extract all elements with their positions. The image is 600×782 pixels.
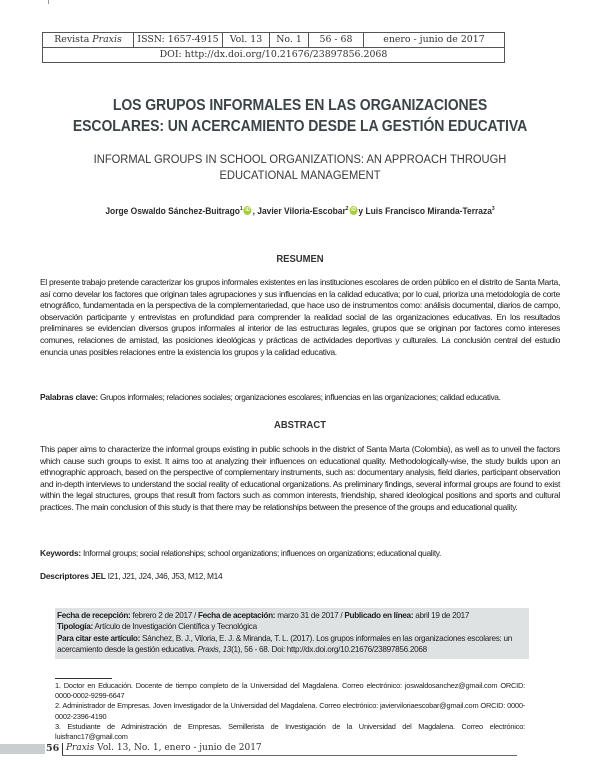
jel-descriptors: Descriptores JEL I21, J21, J24, J46, J53, M12, M14 — [40, 571, 223, 581]
doi-cell[interactable]: DOI: http://dx.doi.org/10.21676/23897856.2068 — [43, 48, 505, 63]
resumen-text: El presente trabajo pretende caracterizar los grupos informales existentes en las instituciones escolares de orden público en el distrito de Santa Marta, así como develar los factores que originan tales agrupaciones y sus influencias en la calidad educativa; por lo cual, prioriza una metodología de corte etnográfico, fundamentada en la perspectiva de la complementariedad, que hace uso de instrumentos como: análisis documental, diarios de campo, observación participante y entrevistas en profundidad para comprender la realidad social de las organizaciones educativas. En los resultados preliminares se evidencian diversos grupos informales al interior de las estructuras legales, grupos que se originan por factores como intereses comunes, relaciones de amistad, las posiciones ideológicas y prácticas de actividades deportivas y culturales. La conclusión central del estudio enuncia unas posibles relaciones entre la existencia los grupos y la calidad educativa. — [40, 277, 560, 357]
volume-cell: Vol. 13 — [223, 33, 270, 48]
article-subtitle-english: INFORMAL GROUPS IN SCHOOL ORGANIZATIONS: AN APPROACH THROUGH EDUCATIONAL MANAGEMENT — [93, 152, 507, 182]
orcid-icon[interactable]: iD — [245, 207, 250, 213]
page-mark — [48, 0, 49, 4]
footnote: 3. Estudiante de Administración de Empresas. Semillerista de Investigación de la Universidad del Magdalena. Correo electrónico: luisfranc17@gmail.com — [55, 721, 525, 742]
abstract-text: This paper aims to characterize the informal groups existing in public schools in the district of Santa Marta (Colombia), as well as to unveil the factors which cause such groups to exist. It aims too at analyzing their influences on educational quality. Methodologically-wise, the study builds upon an ethnographic approach, based on the perspective of complementary instruments, such as: documentary analysis, field diaries, participant observation and in-depth interviews to understand the social reality of educational organizations. As preliminary findings, several informal groups are found to exist within the legal structures, groups that result from factors such as common interests, friendship, shared ideological positions and sports and cultural practices. The main conclusion of this study is that there may be relationships between the presence of the groups and educational quality. — [40, 444, 560, 512]
journal-header-table — [42, 32, 505, 63]
page-footer — [0, 743, 520, 755]
article-title: LOS GRUPOS INFORMALES EN LAS ORGANIZACIONES ESCOLARES: UN ACERCAMIENTO DESDE LA GESTIÓN EDUCATIVA — [72, 97, 528, 135]
period-cell: enero - junio de 2017 — [364, 33, 505, 48]
article-info-box — [55, 608, 529, 659]
footer-separator — [62, 743, 63, 755]
pages-cell: 56 - 68 — [309, 33, 364, 48]
citation: Para citar este artículo: Sánchez, B. J., Viloria, E. J. & Miranda, T. L. (2017). Los grupos informales en las organizaciones escolares: un acercamiento desde la gestión educativa. Praxis, 13(1), 56 - 68. Doi: http://dx.doi.org/10.21676/23897856.2068 — [57, 633, 512, 655]
abstract-heading: ABSTRACT — [274, 419, 326, 431]
palabras-clave: Palabras clave: Grupos informales; relaciones sociales; organizaciones escolares; influencias en las organizaciones; calidad educativa. — [40, 392, 501, 402]
footnotes — [55, 681, 525, 742]
author-list: Jorge Oswaldo Sánchez-Buitrago$^1$ iD , Javier Viloria-Escobar$^2$ iD y Luis Francisco Miranda-Terraza$^3$ — [105, 205, 495, 216]
author-name: y Luis Francisco Miranda-Terraza — [358, 205, 492, 216]
footnote-divider — [55, 678, 112, 679]
footnote: 1. Doctor en Educación. Docente de tiempo completo de la Universidad del Magdalena. Correo electrónico: joswaldosanchez@gmail.com ORCID: 0000-0002-9299-6647 — [55, 681, 525, 701]
number-cell: No. 1 — [270, 33, 309, 48]
footer-rule — [62, 755, 517, 756]
orcid-icon[interactable]: iD — [351, 207, 356, 213]
typology-line: Tipología: Artículo de Investigación Científica y Tecnológica — [57, 622, 257, 632]
footer-journal-info: Praxis Vol. 13, No. 1, enero - junio de 2017 — [66, 743, 262, 753]
keywords: Keywords: Informal groups; social relationships; school organizations; influences on organizations; educational quality. — [40, 548, 441, 558]
footer-accent-bar — [0, 744, 45, 754]
author-name: , Javier Viloria-Escobar — [252, 205, 346, 216]
dates-line: Fecha de recepción: febrero 2 de 2017 / Fecha de aceptación: marzo 31 de 2017 / Publicado en línea: abril 19 de 2017 — [57, 611, 470, 620]
page-number: 56 — [46, 743, 60, 754]
footnote: 2. Administrador de Empresas. Joven Investigador de la Universidad del Magdalena. Correo electrónico: javierviloriaescobar@gmail.com ORCID: 0000-0002-2396-4190 — [55, 701, 525, 721]
issn-cell: ISSN: 1657-4915 — [134, 33, 223, 48]
journal-name-cell: Revista Praxis — [43, 33, 134, 48]
resumen-heading: RESUMEN — [276, 253, 324, 265]
author-name: Jorge Oswaldo Sánchez-Buitrago — [105, 205, 240, 216]
